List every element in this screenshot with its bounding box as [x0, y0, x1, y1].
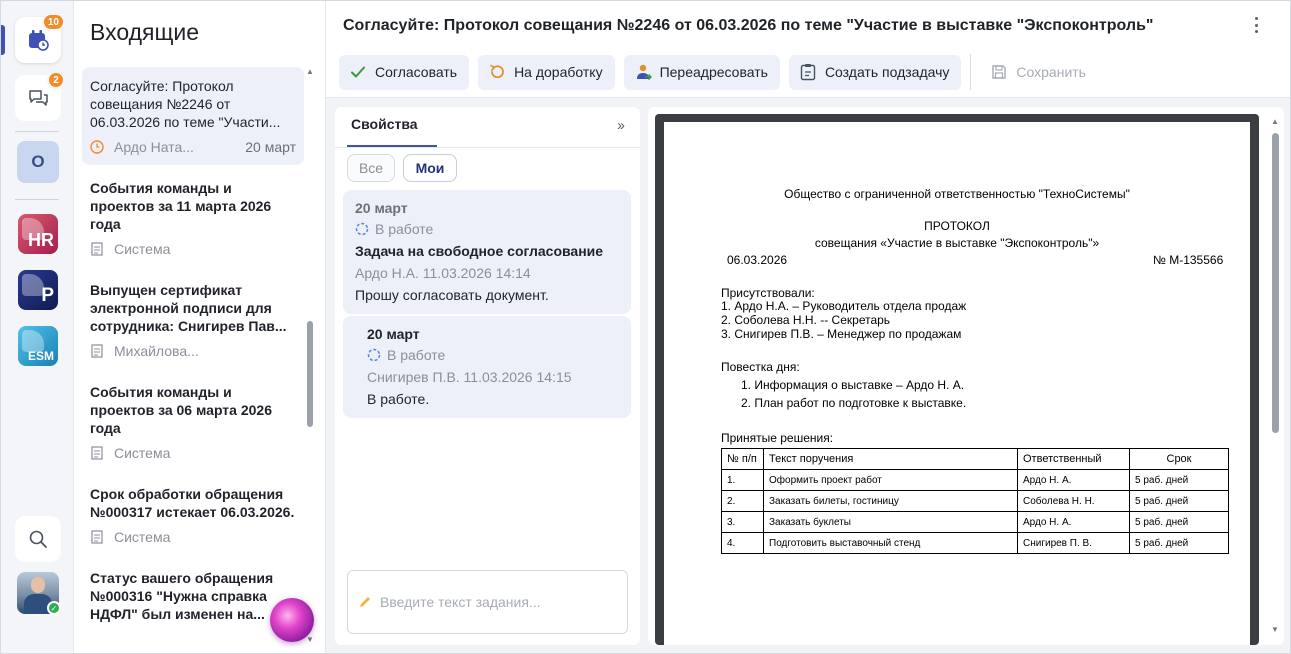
p-app-label: P: [41, 285, 54, 306]
document-icon: [90, 446, 104, 460]
collapse-panel-icon[interactable]: ››: [617, 117, 623, 134]
task-header: [326, 1, 1290, 98]
inbox-item-title: Срок обработки обращения №000317 истекает 06.03.2026.: [90, 486, 295, 520]
approve-label: Согласовать: [375, 64, 458, 80]
doc-attendee: 3. Снигирев П.В. – Менеджер по продажам: [721, 327, 962, 341]
table-cell: Соболева Н. Н.: [1018, 491, 1130, 512]
inbox-item[interactable]: [82, 271, 304, 369]
table-cell: 5 раб. дней: [1130, 533, 1229, 554]
inbox-item[interactable]: [82, 373, 304, 471]
task-card-date: 20 март: [367, 326, 420, 342]
table-cell: 3.: [722, 512, 764, 533]
table-row: [722, 470, 1229, 491]
scroll-down-icon[interactable]: ▼: [1271, 625, 1279, 634]
doc-decisions-label: Принятые решения:: [721, 431, 834, 445]
inbox-item-title: Статус вашего обращения №000316 "Нужна справка НДФЛ" был изменен на...: [90, 570, 274, 622]
document-scroll-thumb[interactable]: [1272, 133, 1279, 433]
table-header-row: [722, 449, 1229, 470]
in-progress-icon: [355, 222, 369, 236]
table-header-cell: Текст поручения: [764, 449, 1018, 470]
inbox-list: [82, 67, 304, 635]
calendar-icon: [27, 29, 49, 51]
doc-agenda-label: Повестка дня:: [721, 360, 800, 374]
inbox-panel: [74, 1, 326, 653]
document-icon: [90, 344, 104, 358]
esm-app-label: ESM: [27, 349, 54, 363]
undo-icon: [488, 63, 506, 81]
task-card-text: Прошу согласовать документ.: [355, 287, 549, 303]
table-cell: Ардо Н. А.: [1018, 470, 1130, 491]
table-cell: Заказать буклеты: [764, 512, 1018, 533]
save-button[interactable]: [980, 55, 1098, 90]
task-card-text: В работе.: [367, 391, 430, 407]
doc-number: № М-135566: [1153, 253, 1224, 267]
scroll-up-icon[interactable]: ▲: [1271, 117, 1279, 126]
table-cell: 4.: [722, 533, 764, 554]
create-subtask-label: Создать подзадачу: [824, 64, 950, 80]
table-header-cell: № п/п: [722, 449, 764, 470]
document-viewer: [648, 107, 1284, 645]
subtask-icon: [799, 63, 817, 81]
table-cell: 5 раб. дней: [1130, 491, 1229, 512]
filter-mine-button[interactable]: Мои: [403, 154, 457, 182]
doc-attendees-label: Присутствовали:: [721, 286, 815, 300]
inbox-scrollbar[interactable]: [305, 67, 313, 647]
doc-attendee: 1. Ардо Н.А. – Руководитель отдела продаж: [721, 299, 967, 313]
table-cell: Подготовить выставочный стенд: [764, 533, 1018, 554]
scroll-down-icon[interactable]: ▼: [306, 635, 314, 644]
task-card-status: В работе: [387, 347, 446, 363]
task-input-placeholder: Введите текст задания...: [380, 594, 541, 610]
table-row: [722, 491, 1229, 512]
search-icon: [27, 528, 49, 550]
inbox-item-title: Выпущен сертификат электронной подписи для сотрудника: Снигирев Пав...: [90, 282, 287, 334]
table-cell: Снигирев П. В.: [1018, 533, 1130, 554]
hr-app-label: HR: [28, 230, 54, 250]
task-card-date: 20 март: [355, 200, 408, 216]
save-icon: [990, 63, 1008, 81]
page-title: Согласуйте: Протокол совещания №2246 от 06.03.2026 по теме "Участие в выставке "Экспоконтроль": [343, 17, 1154, 34]
calendar-badge: 10: [42, 13, 65, 31]
save-label: Сохранить: [1016, 64, 1086, 80]
table-row: [722, 533, 1229, 554]
chat-icon: [27, 87, 49, 109]
check-icon: [349, 63, 367, 81]
doc-attendee: 2. Соболева Н.Н. -- Секретарь: [721, 313, 891, 327]
clock-icon: [90, 140, 104, 154]
inbox-item-sender: Система: [114, 529, 171, 545]
chat-badge: 2: [47, 71, 65, 89]
tab-properties[interactable]: Свойства: [351, 116, 418, 132]
task-card-author: Ардо Н.А. 11.03.2026 14:14: [355, 265, 531, 281]
properties-panel: [335, 107, 640, 645]
document-page: [664, 122, 1250, 645]
table-cell: 1.: [722, 470, 764, 491]
scroll-up-icon[interactable]: ▲: [306, 67, 314, 76]
chat-button[interactable]: [15, 75, 61, 121]
table-header-cell: Срок: [1130, 449, 1229, 470]
document-scrollbar[interactable]: [1270, 117, 1280, 639]
doc-company: Общество с ограниченной ответственностью "ТехноСистемы": [784, 187, 1130, 201]
hr-app-tile[interactable]: [18, 214, 58, 254]
doc-agenda-item: 2. План работ по подготовке к выставке.: [741, 396, 967, 410]
main-area: [326, 1, 1290, 653]
task-card-title: Задача на свободное согласование: [355, 243, 604, 259]
inbox-item[interactable]: [82, 169, 304, 267]
redirect-button[interactable]: [624, 55, 780, 90]
user-redirect-icon: [634, 63, 652, 81]
table-cell: Оформить проект работ: [764, 470, 1018, 491]
search-button[interactable]: [15, 516, 61, 562]
inbox-item-title: Согласуйте: Протокол совещания №2246 от 06.03.2026 по теме "Участи...: [90, 78, 281, 130]
table-cell: 5 раб. дней: [1130, 470, 1229, 491]
approve-button[interactable]: [339, 55, 469, 90]
rail-divider: [15, 131, 59, 132]
task-card-author: Снигирев П.В. 11.03.2026 14:15: [367, 369, 572, 385]
inbox-item-title: События команды и проектов за 06 марта 2026 года: [90, 384, 272, 436]
decisions-table: [721, 448, 1229, 554]
esm-app-tile[interactable]: [18, 326, 58, 366]
doc-heading: ПРОТОКОЛ: [924, 219, 990, 233]
filter-all-button[interactable]: Все: [347, 154, 395, 182]
online-status-icon: ✓: [47, 601, 61, 615]
rework-button[interactable]: [478, 55, 615, 90]
inbox-item-date: 20 март: [245, 139, 296, 155]
task-card[interactable]: [343, 190, 631, 314]
doc-subheading: совещания «Участие в выставке "Экспоконтроль"»: [814, 236, 1100, 250]
left-rail: [1, 1, 74, 653]
organization-button[interactable]: [17, 141, 59, 183]
document-icon: [90, 530, 104, 544]
task-text-input[interactable]: [347, 570, 628, 634]
document-icon: [90, 242, 104, 256]
rework-label: На доработку: [514, 64, 603, 80]
action-toolbar: [339, 54, 1107, 90]
inbox-item-sender: Система: [114, 445, 171, 461]
create-subtask-button[interactable]: [789, 55, 961, 90]
calendar-tasks-button[interactable]: [15, 17, 61, 63]
toolbar-divider: [970, 54, 971, 90]
doc-agenda-item: 1. Информация о выставке – Ардо Н. А.: [741, 378, 965, 392]
table-row: [722, 512, 1229, 533]
more-menu-icon[interactable]: [1250, 15, 1262, 35]
table-cell: Ардо Н. А.: [1018, 512, 1130, 533]
inbox-title: Входящие: [90, 19, 200, 45]
task-card[interactable]: [343, 316, 631, 418]
in-progress-icon: [367, 348, 381, 362]
inbox-item[interactable]: [82, 475, 304, 555]
organization-label: О: [31, 152, 45, 171]
table-header-cell: Ответственный: [1018, 449, 1130, 470]
task-card-status: В работе: [375, 221, 434, 237]
inbox-scroll-thumb[interactable]: [307, 321, 313, 427]
table-cell: Заказать билеты, гостиницу: [764, 491, 1018, 512]
table-cell: 2.: [722, 491, 764, 512]
inbox-item[interactable]: [82, 67, 304, 165]
redirect-label: Переадресовать: [659, 64, 768, 80]
assistant-orb-button[interactable]: [270, 598, 314, 642]
inbox-item-sender: Михайлова...: [114, 343, 199, 359]
doc-date: 06.03.2026: [727, 253, 788, 267]
rail-divider: [15, 199, 59, 200]
active-indicator: [1, 25, 5, 55]
table-cell: 5 раб. дней: [1130, 512, 1229, 533]
inbox-item-sender: Ардо Ната...: [114, 139, 194, 155]
inbox-item-sender: Система: [114, 241, 171, 257]
pencil-icon: [358, 595, 372, 609]
p-app-tile[interactable]: [18, 270, 58, 310]
inbox-item-title: События команды и проектов за 11 марта 2026 года: [90, 180, 272, 232]
